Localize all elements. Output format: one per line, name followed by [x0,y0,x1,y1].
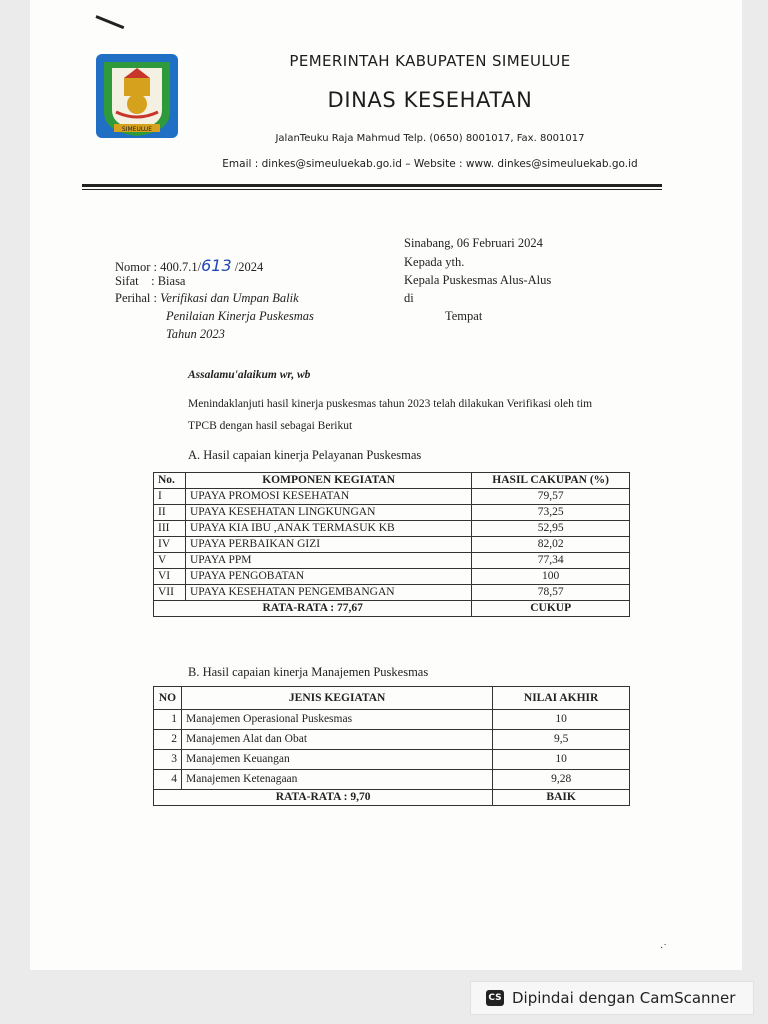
letterhead-rule-thick [82,184,662,187]
table-row [154,750,630,770]
table-row [154,489,630,505]
scan-speck: ·˙ [660,943,667,954]
row-activity: UPAYA PENGOBATAN [185,569,471,585]
average-score: RATA-RATA : 77,67 [154,601,472,617]
table-row [154,730,630,750]
camscanner-watermark [470,981,754,1015]
row-result: 79,57 [472,489,630,505]
row-result: 100 [472,569,630,585]
row-no: 2 [154,730,182,750]
row-no: VII [154,585,186,601]
col-header-no: No. [154,473,186,489]
camscanner-text: Dipindai dengan CamScanner [512,989,736,1007]
grade: BAIK [493,790,630,806]
row-activity: UPAYA PERBAIKAN GIZI [185,537,471,553]
table-summary-row [154,601,630,617]
row-no: V [154,553,186,569]
table-row [154,569,630,585]
number-label: Nomor : 400.7.1/ [115,260,202,274]
row-activity: Manajemen Ketenagaan [181,770,492,790]
row-no: III [154,521,186,537]
table-row [154,537,630,553]
col-header-activity: KOMPONEN KEGIATAN [185,473,471,489]
row-result: 9,5 [493,730,630,750]
row-no: II [154,505,186,521]
recipient-prefix: Kepada yth. [404,255,465,269]
col-header-result: HASIL CAKUPAN (%) [472,473,630,489]
table-row [154,553,630,569]
table-header-row [154,687,630,710]
average-score: RATA-RATA : 9,70 [154,790,493,806]
svg-text:SIMEULUE: SIMEULUE [121,126,153,133]
row-no: 1 [154,710,182,730]
service-performance-table [153,472,630,617]
row-activity: Manajemen Operasional Puskesmas [181,710,492,730]
row-result: 10 [493,750,630,770]
row-activity: Manajemen Alat dan Obat [181,730,492,750]
table-row [154,505,630,521]
body-line-1: Menindaklanjuti hasil kinerja puskesmas tahun 2023 telah dilakukan Verifikasi oleh tim [188,398,593,410]
table-row [154,710,630,730]
row-activity: UPAYA KIA IBU ,ANAK TERMASUK KB [185,521,471,537]
greeting: Assalamu'alaikum wr, wb [188,369,311,381]
subject-line-2: Penilaian Kinerja Puskesmas [166,309,314,323]
row-activity: UPAYA PPM [185,553,471,569]
row-result: 10 [493,710,630,730]
table-summary-row [154,790,630,806]
section-b-title: B. Hasil capaian kinerja Manajemen Puskesmas [188,665,429,679]
row-result: 82,02 [472,537,630,553]
subject-label: Perihal : [115,291,161,305]
col-header-result: NILAI AKHIR [493,687,630,710]
table-row [154,585,630,601]
regency-logo [94,52,180,140]
letterhead-contact: Email : dinkes@simeuluekab.go.id – Website : www. dinkes@simeuluekab.go.id [222,158,638,170]
section-a-title: A. Hasil capaian kinerja Pelayanan Puskesmas [188,448,422,462]
row-no: VI [154,569,186,585]
row-no: IV [154,537,186,553]
row-result: 73,25 [472,505,630,521]
col-header-activity: JENIS KEGIATAN [181,687,492,710]
row-result: 78,57 [472,585,630,601]
row-no: 4 [154,770,182,790]
row-activity: UPAYA KESEHATAN LINGKUNGAN [185,505,471,521]
row-no: I [154,489,186,505]
body-line-2: TPCB dengan hasil sebagai Berikut [188,420,353,432]
place-date: Sinabang, 06 Februari 2024 [404,236,543,250]
table-row [154,521,630,537]
row-activity: Manajemen Keuangan [181,750,492,770]
row-activity: UPAYA PROMOSI KESEHATAN [185,489,471,505]
management-performance-table [153,686,630,806]
letter-number [115,256,263,275]
table-row [154,770,630,790]
letter-nature: Sifat : Biasa [115,274,186,288]
letter-subject [115,291,299,306]
col-header-no: NO [154,687,182,710]
number-handwritten: 613 [201,256,232,275]
recipient-location: Tempat [445,309,483,323]
subject-line-3: Tahun 2023 [166,327,225,341]
letterhead-office: DINAS KESEHATAN [327,88,533,112]
subject-line-1: Verifikasi dan Umpan Balik [160,291,299,305]
recipient: Kepala Puskesmas Alus-Alus [404,273,552,287]
letterhead-government: PEMERINTAH KABUPATEN SIMEULUE [289,52,571,70]
row-result: 52,95 [472,521,630,537]
row-no: 3 [154,750,182,770]
row-result: 77,34 [472,553,630,569]
table-header-row [154,473,630,489]
row-result: 9,28 [493,770,630,790]
grade: CUKUP [472,601,630,617]
number-suffix: /2024 [231,260,264,274]
letterhead-address: JalanTeuku Raja Mahmud Telp. (0650) 8001017, Fax. 8001017 [275,133,585,144]
camscanner-icon: CS [486,990,504,1006]
letterhead-rule-thin [82,189,662,190]
recipient-at: di [404,291,414,305]
row-activity: UPAYA KESEHATAN PENGEMBANGAN [185,585,471,601]
